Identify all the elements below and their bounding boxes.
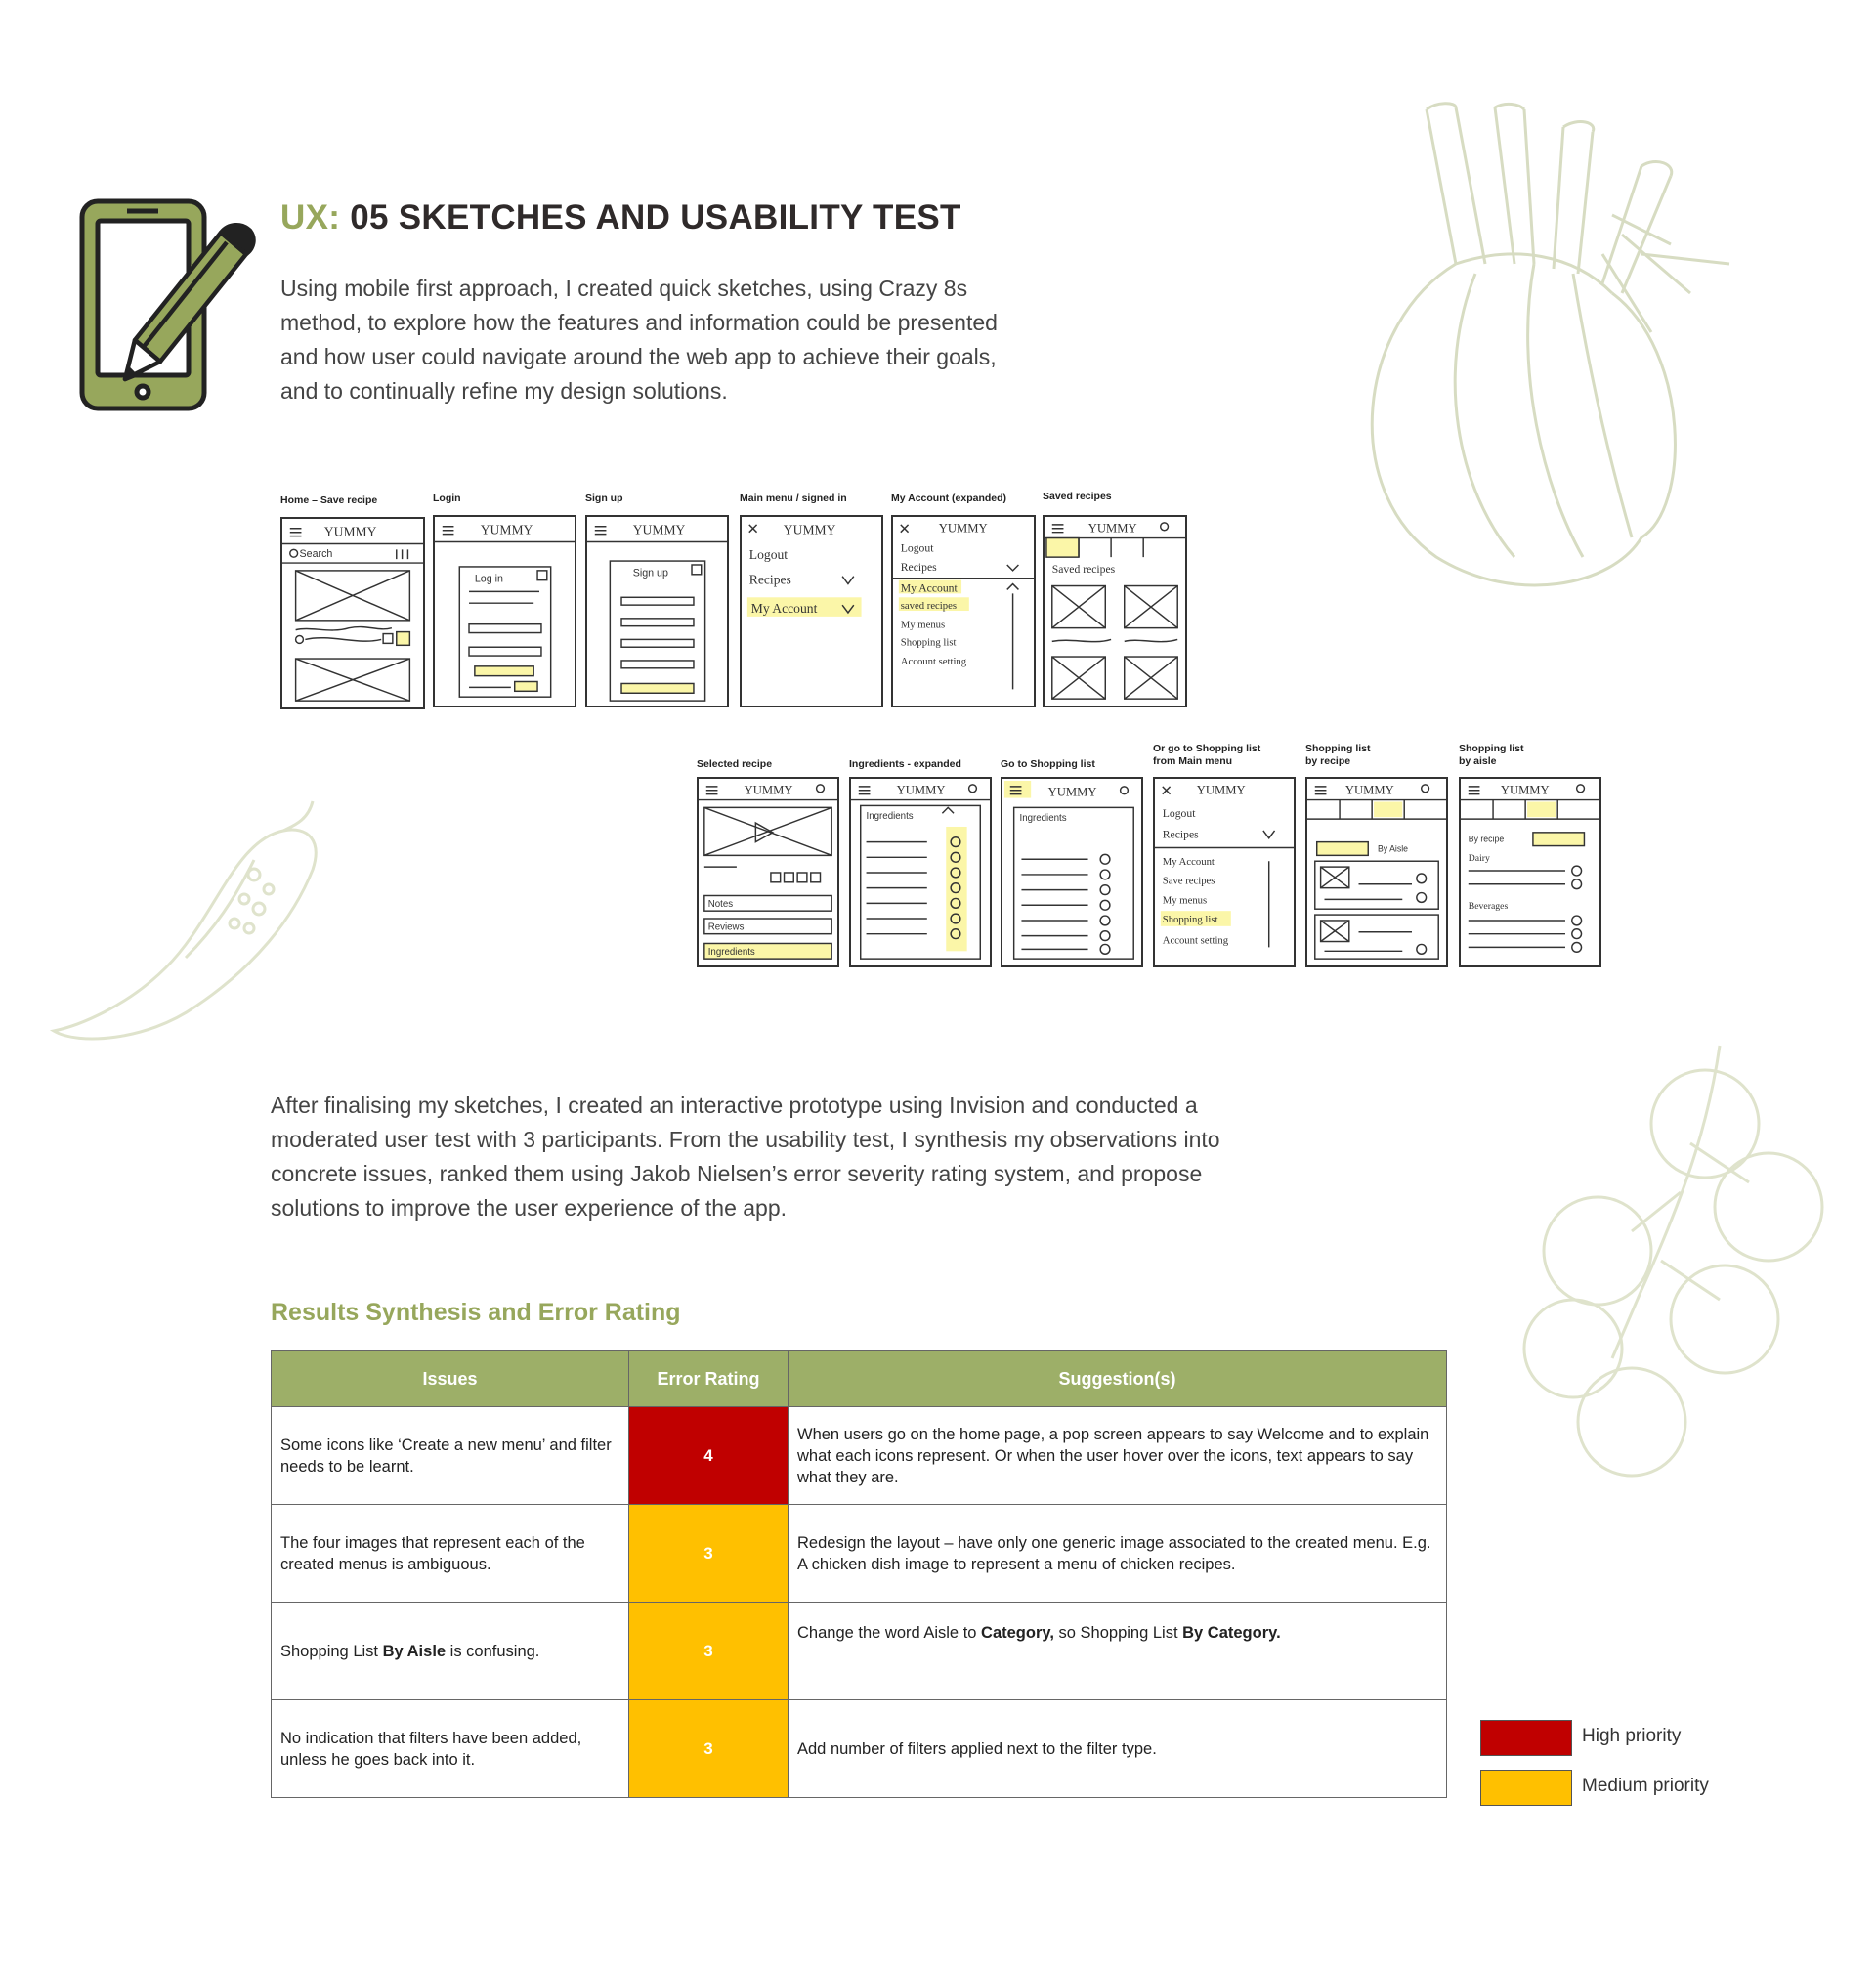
fennel-illustration — [1319, 98, 1808, 606]
svg-text:Ingredients: Ingredients — [707, 947, 755, 959]
svg-text:Log in: Log in — [474, 573, 503, 585]
column-header-issues: Issues — [272, 1351, 629, 1407]
table-row — [272, 1603, 1447, 1700]
issue-text — [280, 1643, 539, 1660]
svg-text:Shopping list: Shopping list — [900, 636, 957, 649]
sketch-home-save-recipe — [280, 489, 425, 709]
svg-text:Beverages: Beverages — [1468, 901, 1509, 913]
svg-text:By recipe: By recipe — [1468, 834, 1505, 844]
suggestion-cell — [789, 1407, 1447, 1505]
table-row — [272, 1407, 1447, 1505]
issue-cell — [272, 1603, 629, 1700]
svg-text:My Account: My Account — [1162, 856, 1215, 869]
svg-text:Notes: Notes — [707, 899, 734, 911]
svg-text:My menus: My menus — [900, 619, 946, 631]
svg-text:YUMMY: YUMMY — [480, 522, 533, 537]
title-prefix: UX: — [280, 198, 341, 236]
svg-text:My Account: My Account — [750, 600, 818, 616]
svg-text:YUMMY: YUMMY — [896, 783, 946, 797]
svg-text:Logout: Logout — [1162, 807, 1196, 821]
sketch-shopping-from-menu — [1153, 743, 1296, 967]
sketch-frame — [849, 777, 992, 967]
issue-text: Some icons like ‘Create a new menu’ and filter needs to be learnt. — [280, 1436, 612, 1476]
svg-text:Recipes: Recipes — [748, 572, 791, 587]
sketch-frame — [1459, 777, 1601, 967]
suggestion-text — [797, 1624, 1281, 1642]
issue-text-post: is confusing. — [446, 1642, 540, 1660]
results-heading: Results Synthesis and Error Rating — [271, 1299, 681, 1326]
sketch-frame — [697, 777, 839, 967]
svg-text:Ingredients: Ingredients — [866, 811, 914, 823]
svg-text:YUMMY: YUMMY — [938, 521, 988, 536]
svg-text:YUMMY: YUMMY — [783, 522, 836, 537]
svg-text:Ingredients: Ingredients — [1019, 813, 1067, 825]
sketch-frame — [1153, 777, 1296, 967]
rating-cell-medium: 3 — [629, 1505, 789, 1603]
sketch-frame — [740, 515, 883, 707]
svg-text:YUMMY: YUMMY — [1500, 783, 1550, 797]
sketch-sign-up — [585, 489, 729, 709]
svg-text:My Account: My Account — [900, 581, 958, 595]
table-row — [272, 1505, 1447, 1603]
label-line-1: Or go to Shopping list — [1153, 743, 1261, 754]
svg-text:Logout: Logout — [900, 541, 934, 555]
sketch-label — [1459, 743, 1524, 768]
column-header-suggestions: Suggestion(s) — [789, 1351, 1447, 1407]
sketch-go-to-shopping-list — [1001, 752, 1143, 967]
sketch-label: Ingredients - expanded — [849, 758, 961, 770]
svg-text:saved recipes: saved recipes — [900, 600, 958, 613]
sketch-label: Main menu / signed in — [740, 493, 847, 504]
sketch-shopping-by-aisle — [1459, 743, 1601, 967]
suggestion-text: When users go on the home page, a pop screen appears to say Welcome and to explain what each icons represent. Or when the user hover over the icons, text appears to say what they are. — [797, 1425, 1429, 1486]
legend-label-high: High priority — [1582, 1726, 1682, 1746]
issue-text: The four images that represent each of the created menus is ambiguous. — [280, 1533, 585, 1573]
rating-cell-high: 4 — [629, 1407, 789, 1505]
sketch-label: Saved recipes — [1043, 491, 1112, 502]
issue-cell — [272, 1407, 629, 1505]
suggestion-text: Redesign the layout – have only one generic image associated to the created menu. E.g. A chicken dish image to represent a menu of chicken recipes. — [797, 1533, 1431, 1573]
title-main: 05 SKETCHES AND USABILITY TEST — [350, 198, 961, 236]
sketch-frame — [1043, 515, 1187, 707]
sugg-text-bold-2: By Category. — [1182, 1624, 1281, 1642]
column-header-error-rating: Error Rating — [629, 1351, 789, 1407]
svg-text:YUMMY: YUMMY — [1344, 783, 1394, 797]
label-line-1: Shopping list — [1305, 743, 1371, 754]
sketch-label — [1305, 743, 1371, 768]
legend-swatch-medium — [1480, 1770, 1572, 1806]
table-header-row — [272, 1351, 1447, 1407]
label-line-1: Shopping list — [1459, 743, 1524, 754]
sketch-selected-recipe — [697, 752, 839, 967]
issue-text: No indication that filters have been added, unless he goes back into it. — [280, 1729, 582, 1769]
sketch-label: Home – Save recipe — [280, 494, 378, 506]
svg-text:Shopping list: Shopping list — [1162, 913, 1218, 925]
sketch-label: Login — [433, 493, 461, 504]
sketch-shopping-by-recipe — [1305, 743, 1448, 967]
chili-illustration — [49, 782, 352, 1055]
results-table — [271, 1350, 1447, 1798]
sketch-frame — [433, 515, 576, 707]
svg-text:YUMMY: YUMMY — [1087, 521, 1137, 536]
svg-text:YUMMY: YUMMY — [1047, 785, 1097, 799]
label-line-2: by aisle — [1459, 755, 1497, 767]
svg-text:Reviews: Reviews — [707, 922, 745, 933]
sugg-text-pre: Change the word Aisle to — [797, 1624, 982, 1642]
label-line-2: by recipe — [1305, 755, 1351, 767]
sketch-frame — [585, 515, 729, 707]
phone-pencil-icon — [74, 193, 260, 418]
sketch-label: Go to Shopping list — [1001, 758, 1095, 770]
prototype-paragraph: After finalising my sketches, I created an interactive prototype using Invision and conducted a moderated user test with 3 participants. From the usability test, I synthesis my observations into concrete issues, ranked them using Jakob Nielsen’s error severity rating system, and propose solutions to improve the user experience of the app. — [271, 1093, 1220, 1221]
svg-text:Sign up: Sign up — [632, 567, 668, 579]
sketch-saved-recipes — [1043, 489, 1187, 709]
issue-text-pre: Shopping List — [280, 1642, 383, 1660]
rating-cell-medium: 3 — [629, 1603, 789, 1700]
issue-cell — [272, 1700, 629, 1798]
svg-text:YUMMY: YUMMY — [1196, 783, 1246, 797]
suggestion-cell — [789, 1700, 1447, 1798]
svg-text:Account setting: Account setting — [900, 655, 967, 667]
svg-text:My menus: My menus — [1162, 894, 1208, 907]
svg-text:Recipes: Recipes — [900, 560, 937, 574]
svg-text:Account setting: Account setting — [1162, 934, 1229, 947]
svg-text:Logout: Logout — [748, 547, 789, 563]
svg-text:YUMMY: YUMMY — [632, 522, 686, 537]
sketch-ingredients-expanded — [849, 752, 992, 967]
sketch-main-menu — [740, 489, 883, 709]
svg-text:By Aisle: By Aisle — [1377, 843, 1409, 854]
rating-cell-medium: 3 — [629, 1700, 789, 1798]
suggestion-cell — [789, 1603, 1447, 1700]
legend-swatch-high — [1480, 1720, 1572, 1756]
legend-label-medium: Medium priority — [1582, 1776, 1709, 1796]
svg-text:Save recipes: Save recipes — [1162, 875, 1215, 887]
sketch-frame — [1305, 777, 1448, 967]
sugg-text-bold-1: Category, — [981, 1624, 1054, 1642]
svg-text:YUMMY: YUMMY — [323, 524, 377, 539]
sketch-label: Selected recipe — [697, 758, 773, 770]
issue-text-bold: By Aisle — [382, 1642, 447, 1660]
svg-text:Recipes: Recipes — [1162, 828, 1199, 841]
sketch-label: Sign up — [585, 493, 623, 504]
svg-text:Search: Search — [299, 548, 333, 561]
tomato-illustration — [1495, 1036, 1827, 1485]
sugg-text-mid: so Shopping List — [1053, 1624, 1183, 1642]
sketch-label: My Account (expanded) — [891, 493, 1007, 504]
svg-text:Dairy: Dairy — [1468, 853, 1490, 865]
sketch-frame — [280, 517, 425, 709]
sketch-login — [433, 489, 576, 709]
suggestion-cell — [789, 1505, 1447, 1603]
page-title — [280, 193, 961, 242]
sketch-frame — [891, 515, 1036, 707]
sketch-my-account — [891, 489, 1036, 709]
sketch-label — [1153, 743, 1260, 768]
intro-paragraph: Using mobile first approach, I created quick sketches, using Crazy 8s method, to explore how the features and information could be presented and how user could navigate around the web app to achieve their goals, and to continually refine my design solutions. — [280, 276, 998, 404]
suggestion-text: Add number of filters applied next to the filter type. — [797, 1739, 1157, 1758]
svg-text:YUMMY: YUMMY — [744, 783, 793, 797]
issue-cell — [272, 1505, 629, 1603]
sketch-frame — [1001, 777, 1143, 967]
svg-text:Saved recipes: Saved recipes — [1051, 562, 1116, 576]
label-line-2: from Main menu — [1153, 755, 1233, 767]
table-row — [272, 1700, 1447, 1798]
